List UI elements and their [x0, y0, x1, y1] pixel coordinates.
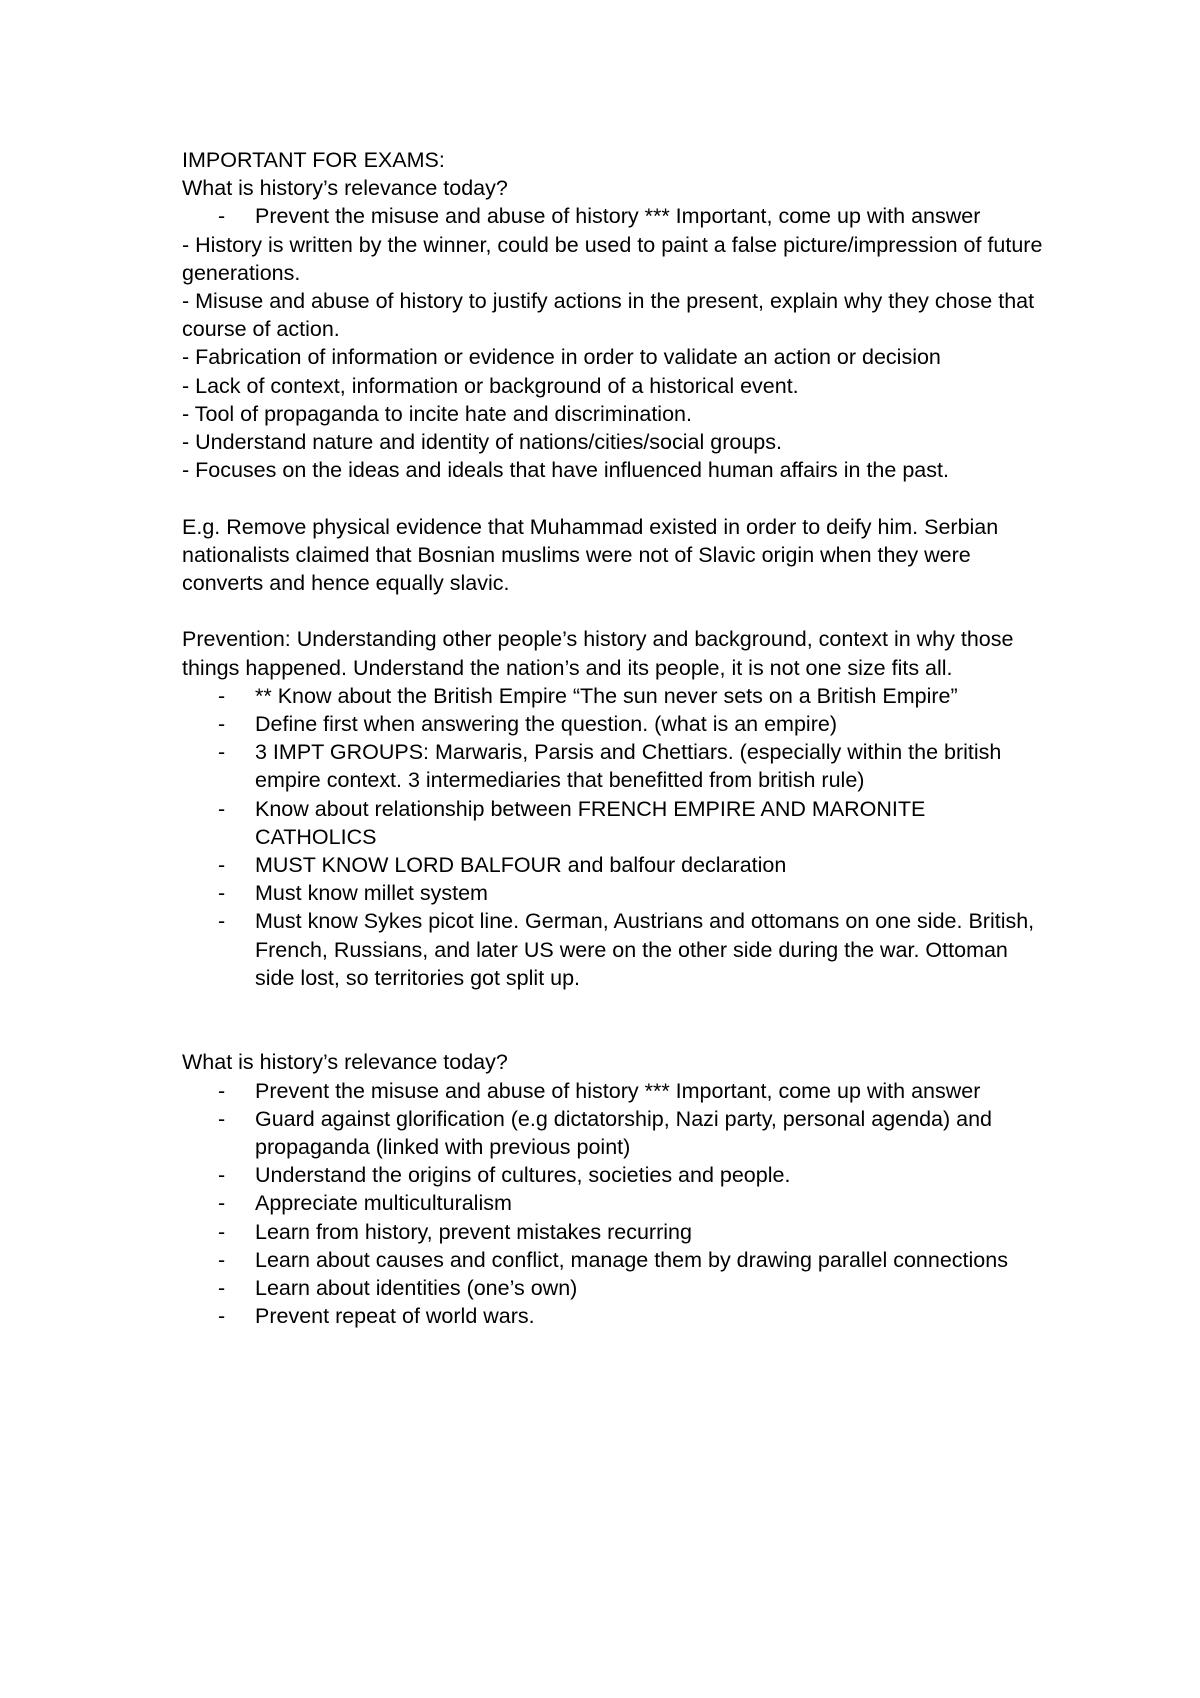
dash-line: - Lack of context, information or background of a historical event.: [182, 373, 799, 398]
list-item-text: Define first when answering the question. (what is an empire): [255, 712, 837, 737]
bullet-dash: -: [218, 881, 226, 906]
bullet-dash: -: [218, 683, 226, 708]
bullet-dash: -: [218, 1191, 226, 1216]
list-item: [182, 851, 1052, 879]
bullet-dash: -: [218, 853, 226, 878]
list-item-text: Must know Sykes picot line. German, Austrians and ottomans on one side. British, French, Russians, and later US were on the other side during the war. Ottoman side lost, so territories got split up.: [255, 909, 1035, 990]
dash-line: - Fabrication of information or evidence in order to validate an action or decision: [182, 345, 941, 370]
bullet-dash: -: [218, 740, 226, 765]
list-item: [182, 202, 1052, 230]
list-item: [182, 1246, 1052, 1274]
list-item-text: Prevent repeat of world wars.: [255, 1304, 535, 1329]
bullet-dash: -: [218, 1163, 226, 1188]
list-item-text: ** Know about the British Empire “The sun never sets on a British Empire”: [255, 683, 958, 708]
list-item-text: Must know millet system: [255, 881, 488, 906]
bullet-dash: -: [218, 204, 226, 229]
list-item: [182, 682, 1052, 710]
list-item: [182, 710, 1052, 738]
bullet-dash: -: [218, 712, 226, 737]
bullet-dash: -: [218, 1247, 226, 1272]
dash-line: - Tool of propaganda to incite hate and discrimination.: [182, 401, 692, 426]
list-item: [182, 1302, 1052, 1330]
list-item: [182, 1274, 1052, 1302]
bullet-dash: -: [218, 796, 226, 821]
list-item-text: Learn about causes and conflict, manage them by drawing parallel connections: [255, 1247, 1008, 1272]
dash-line: - Focuses on the ideas and ideals that have influenced human affairs in the past.: [182, 458, 949, 483]
document-page: [182, 146, 1052, 1330]
bullet-dash: -: [218, 1276, 226, 1301]
dash-line: - Misuse and abuse of history to justify actions in the present, explain why they chose that course of action.: [182, 289, 1035, 342]
spacer: [182, 597, 1052, 625]
prevention-bullet-list: [182, 682, 1052, 992]
bullet-dash: -: [218, 1106, 226, 1131]
list-item: [182, 795, 1052, 851]
list-item-text: Learn from history, prevent mistakes recurring: [255, 1219, 692, 1244]
spacer: [182, 484, 1052, 512]
list-item-text: Appreciate multiculturalism: [255, 1191, 512, 1216]
bullet-dash: -: [218, 1219, 226, 1244]
section2-question: What is history’s relevance today?: [182, 1050, 508, 1075]
dash-line: - History is written by the winner, could be used to paint a false picture/impression of future generations.: [182, 232, 1043, 285]
list-item: [182, 879, 1052, 907]
list-item-text: Learn about identities (one’s own): [255, 1276, 578, 1301]
exam-heading: IMPORTANT FOR EXAMS:: [182, 148, 445, 172]
list-item: [182, 1218, 1052, 1246]
bullet-dash: -: [218, 1078, 226, 1103]
list-item-text: MUST KNOW LORD BALFOUR and balfour declaration: [255, 853, 787, 878]
list-item: [182, 1105, 1052, 1161]
section1-bullet-list: [182, 202, 1052, 230]
list-item-text: Guard against glorification (e.g dictatorship, Nazi party, personal agenda) and propaganda (linked with previous point): [255, 1106, 992, 1160]
example-paragraph: E.g. Remove physical evidence that Muhammad existed in order to deify him. Serbian nationalists claimed that Bosnian muslims were not of Slavic origin when they were converts and hence equally slavic.: [182, 514, 999, 596]
list-item: [182, 1077, 1052, 1105]
list-item-text: Prevent the misuse and abuse of history *** Important, come up with answer: [255, 1078, 981, 1103]
spacer: [182, 992, 1052, 1048]
list-item-text: Prevent the misuse and abuse of history *** Important, come up with answer: [255, 204, 981, 229]
section1-question: What is history’s relevance today?: [182, 176, 508, 201]
list-item-text: 3 IMPT GROUPS: Marwaris, Parsis and Chettiars. (especially within the british empire context. 3 intermediaries that benefitted from british rule): [255, 740, 1002, 793]
list-item: [182, 1189, 1052, 1217]
list-item-text: Understand the origins of cultures, societies and people.: [255, 1163, 791, 1188]
bullet-dash: -: [218, 909, 226, 934]
list-item: [182, 738, 1052, 794]
list-item-text: Know about relationship between FRENCH EMPIRE AND MARONITE CATHOLICS: [255, 796, 926, 849]
bullet-dash: -: [218, 1304, 226, 1329]
list-item: [182, 907, 1052, 992]
list-item: [182, 1161, 1052, 1189]
section2-bullet-list: [182, 1077, 1052, 1331]
dash-line: - Understand nature and identity of nations/cities/social groups.: [182, 430, 782, 455]
prevention-paragraph: Prevention: Understanding other people’s history and background, context in why those things happened. Understand the nation’s and its people, it is not one size fits all.: [182, 627, 1014, 680]
